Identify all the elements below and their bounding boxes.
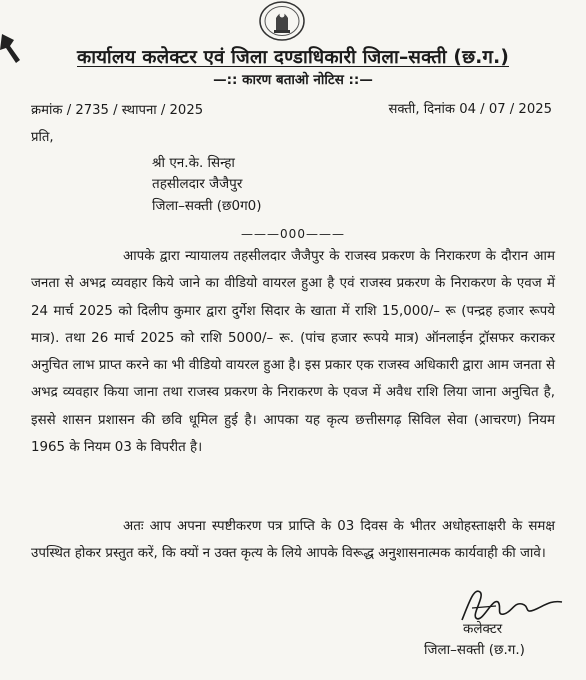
addressee-designation: तहसीलदार जैजैपुर	[152, 176, 243, 192]
body-paragraph-2: अतः आप अपना स्पष्टीकरण पत्र प्राप्ति के 03 दिवस के भीतर अधोहस्ताक्षरी के समक्ष उपस्थित होकर प्रस्तुत करें, कि क्यों न उक्त कृत्य के लिये आपके विरूद्ध अनुशासनात्मक कार्यवाही की जावे।	[31, 519, 555, 562]
reference-number: क्रमांक / 2735 / स्थापना / 2025	[31, 103, 204, 118]
separator: ———000———	[241, 227, 345, 241]
notice-title: —:: कारण बताओ नोटिस ::—	[213, 72, 373, 88]
signatory-designation: कलेक्टर	[463, 621, 503, 637]
body-paragraph-1: आपके द्वारा न्यायालय तहसीलदार जैजैपुर के राजस्व प्रकरण के निराकरण के दौरान आम जनता से अभद्र व्यवहार किये जाने का वीडियो वायरल हुआ है एवं राजस्व प्रकरण के निराकरण के एवज में 24 मार्च 2025 को दिलीप कुमार द्वारा दुर्गेश सिदार के खाता में राशि 15,000/– रू (पन्द्रह हजार रूपये मात्र). तथा 26 मार्च 2025 को राशि 5000/– रू. (पांच हजार रूपये मात्र) ऑनलाईन ट्रॉसफर कराकर अनुचित लाभ प्राप्त करने का भी वीडियो वायरल हुआ है। इस प्रकार एक राजस्व अधिकारी द्वारा आम जनता से अभद्र व्यवहार किया जाना तथा राजस्व प्रकरण के निराकरण के एवज में अवैध राशि लिया जाना अनुचित है, इससे शासन प्रशासन की छवि धूमिल हुई है। आपका यह कृत्य छत्तीसगढ़ सिविल सेवा (आचरण) नियम 1965 के नियम 03 के विपरीत है।	[31, 249, 555, 456]
addressee-district: जिला–सक्ती (छ0ग0)	[152, 198, 262, 214]
addressee-name: श्री एन.के. सिन्हा	[152, 155, 235, 171]
signatory-district: जिला–सक्ती (छ.ग.)	[424, 642, 525, 658]
salutation: प्रति,	[31, 130, 54, 145]
office-heading: कार्यालय कलेक्टर एवं जिला दण्डाधिकारी जिला–सक्ती (छ.ग.)	[77, 47, 509, 68]
place-date: सक्ती, दिनांक 04 / 07 / 2025	[388, 102, 552, 117]
state-emblem-icon	[256, 0, 308, 42]
